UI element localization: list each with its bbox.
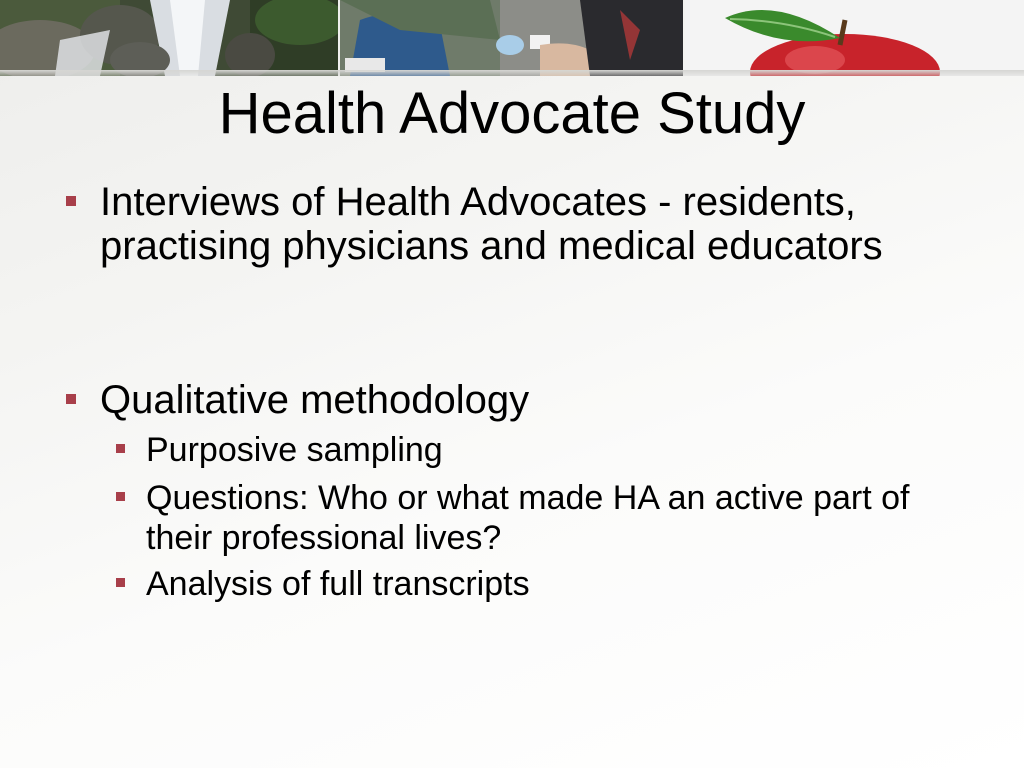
subbullet-text: Analysis of full transcripts — [146, 565, 530, 603]
photo-banner — [0, 0, 1024, 76]
bullet-text: Qualitative methodology — [100, 378, 530, 422]
bullet-interviews — [100, 180, 980, 268]
subbullet-text: Questions: Who or what made HA an active part of their professional lives? — [146, 479, 910, 557]
banner-shadow — [0, 70, 1024, 76]
square-bullet-icon — [116, 444, 125, 453]
subbullet-questions — [146, 478, 946, 558]
apple-photo — [685, 0, 1024, 76]
bullet-methodology — [100, 378, 980, 422]
square-bullet-icon — [116, 492, 125, 501]
waterfall-photo — [0, 0, 338, 76]
subbullet-sampling — [146, 430, 946, 470]
slide-title: Health Advocate Study — [218, 81, 806, 146]
subbullet-text: Purposive sampling — [146, 431, 443, 469]
square-bullet-icon — [66, 196, 76, 206]
square-bullet-icon — [66, 394, 76, 404]
subbullet-analysis — [146, 564, 946, 604]
bullet-text: Interviews of Health Advocates - residents, practising physicians and medical educators — [100, 180, 883, 268]
square-bullet-icon — [116, 578, 125, 587]
street-outreach-photo — [340, 0, 683, 76]
